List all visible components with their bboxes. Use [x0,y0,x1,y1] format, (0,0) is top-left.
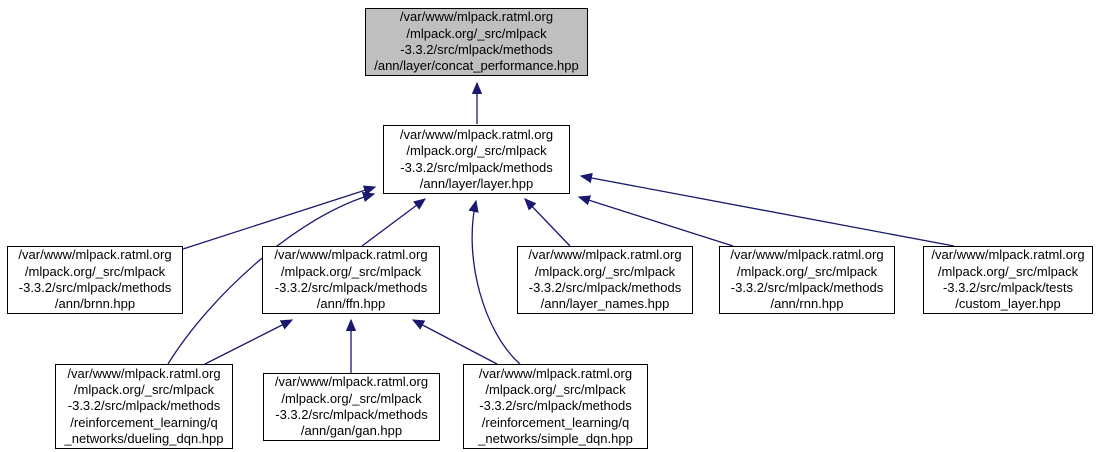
node-text-line: /ann/layer/layer.hpp [419,175,534,191]
node-text-line: /var/www/mlpack.ratml.org [67,365,221,381]
node-text-line: /reinforcement_learning/q [481,414,630,430]
node-text-line: /var/www/mlpack.ratml.org [730,247,884,263]
edge-layer-names-to-layer [525,199,570,246]
node-text-line: /mlpack.org/_src/mlpack [73,382,215,398]
node-text-line: /var/www/mlpack.ratml.org [399,9,554,25]
node-text-line: -3.3.2/src/mlpack/methods [528,280,682,295]
node-text-line: /var/www/mlpack.ratml.org [274,247,428,263]
edge-simple-dqn-to-layer [472,201,520,364]
node-text-line: -3.3.2/src/mlpack/methods [400,42,553,57]
node-text-line: /ann/brnn.hpp [54,296,136,312]
node-text-line: /mlpack.org/_src/mlpack [736,263,878,279]
node-text-line: /custom_layer.hpp [955,296,1061,312]
node-text-line: /mlpack.org/_src/mlpack [280,263,422,279]
node-layer-hpp[interactable] [383,125,570,194]
node-custom-layer-hpp[interactable] [923,246,1093,314]
node-text-line: /ann/ffn.hpp [316,296,386,312]
node-rnn-hpp[interactable] [719,246,895,314]
node-layer-names-hpp[interactable] [517,246,693,314]
node-gan-hpp[interactable] [263,373,440,441]
node-text-line: -3.3.2/src/mlpack/methods [730,280,884,295]
node-text-line: /var/www/mlpack.ratml.org [931,247,1085,263]
node-text-line: _networks/simple_dqn.hpp [478,430,633,446]
node-text-line: -3.3.2/src/mlpack/methods [274,280,428,295]
node-text-line: -3.3.2/src/mlpack/methods [18,280,172,295]
node-text-line: /mlpack.org/_src/mlpack [406,143,547,159]
node-text-line: /mlpack.org/_src/mlpack [534,263,676,279]
node-ffn-hpp[interactable] [262,246,440,314]
node-text-line: /var/www/mlpack.ratml.org [274,374,429,390]
node-text-line: /mlpack.org/_src/mlpack [485,382,626,398]
node-text-line: /ann/layer/concat_performance.hpp [374,58,579,74]
node-text-line: /var/www/mlpack.ratml.org [399,126,554,142]
node-text-line: /mlpack.org/_src/mlpack [281,390,422,406]
edge-simple-dqn-to-ffn [413,320,497,364]
node-dueling-dqn-hpp[interactable] [55,364,233,449]
edge-custom-layer-to-layer [581,176,954,246]
node-text-line: /ann/rnn.hpp [770,296,844,312]
node-text-line: -3.3.2/src/mlpack/tests [942,280,1074,295]
node-text-line: /ann/gan/gan.hpp [300,423,403,439]
node-text-line: /ann/layer_names.hpp [540,296,670,312]
edge-brnn-to-layer [183,187,375,249]
node-text-line: /var/www/mlpack.ratml.org [478,365,633,381]
node-text-line: -3.3.2/src/mlpack/methods [275,407,428,422]
node-text-line: -3.3.2/src/mlpack/methods [479,398,632,414]
edge-ffn-to-layer [362,199,425,246]
node-text-line: /reinforcement_learning/q [70,414,218,430]
node-simple-dqn-hpp[interactable] [463,364,648,449]
node-text-line: /mlpack.org/_src/mlpack [24,263,166,279]
node-brnn-hpp[interactable] [7,246,183,314]
edge-dueling-dqn-to-ffn [205,320,292,364]
node-text-line: /mlpack.org/_src/mlpack [937,263,1079,279]
edge-rnn-to-layer [579,197,733,246]
node-text-line: /var/www/mlpack.ratml.org [528,247,682,263]
node-text-line: /mlpack.org/_src/mlpack [406,25,547,41]
node-text-line: -3.3.2/src/mlpack/methods [67,398,221,414]
node-concat-performance-hpp [365,8,588,76]
node-text-line: _networks/dueling_dqn.hpp [64,430,224,446]
node-text-line: -3.3.2/src/mlpack/methods [400,159,553,175]
node-text-line: /var/www/mlpack.ratml.org [18,247,172,263]
